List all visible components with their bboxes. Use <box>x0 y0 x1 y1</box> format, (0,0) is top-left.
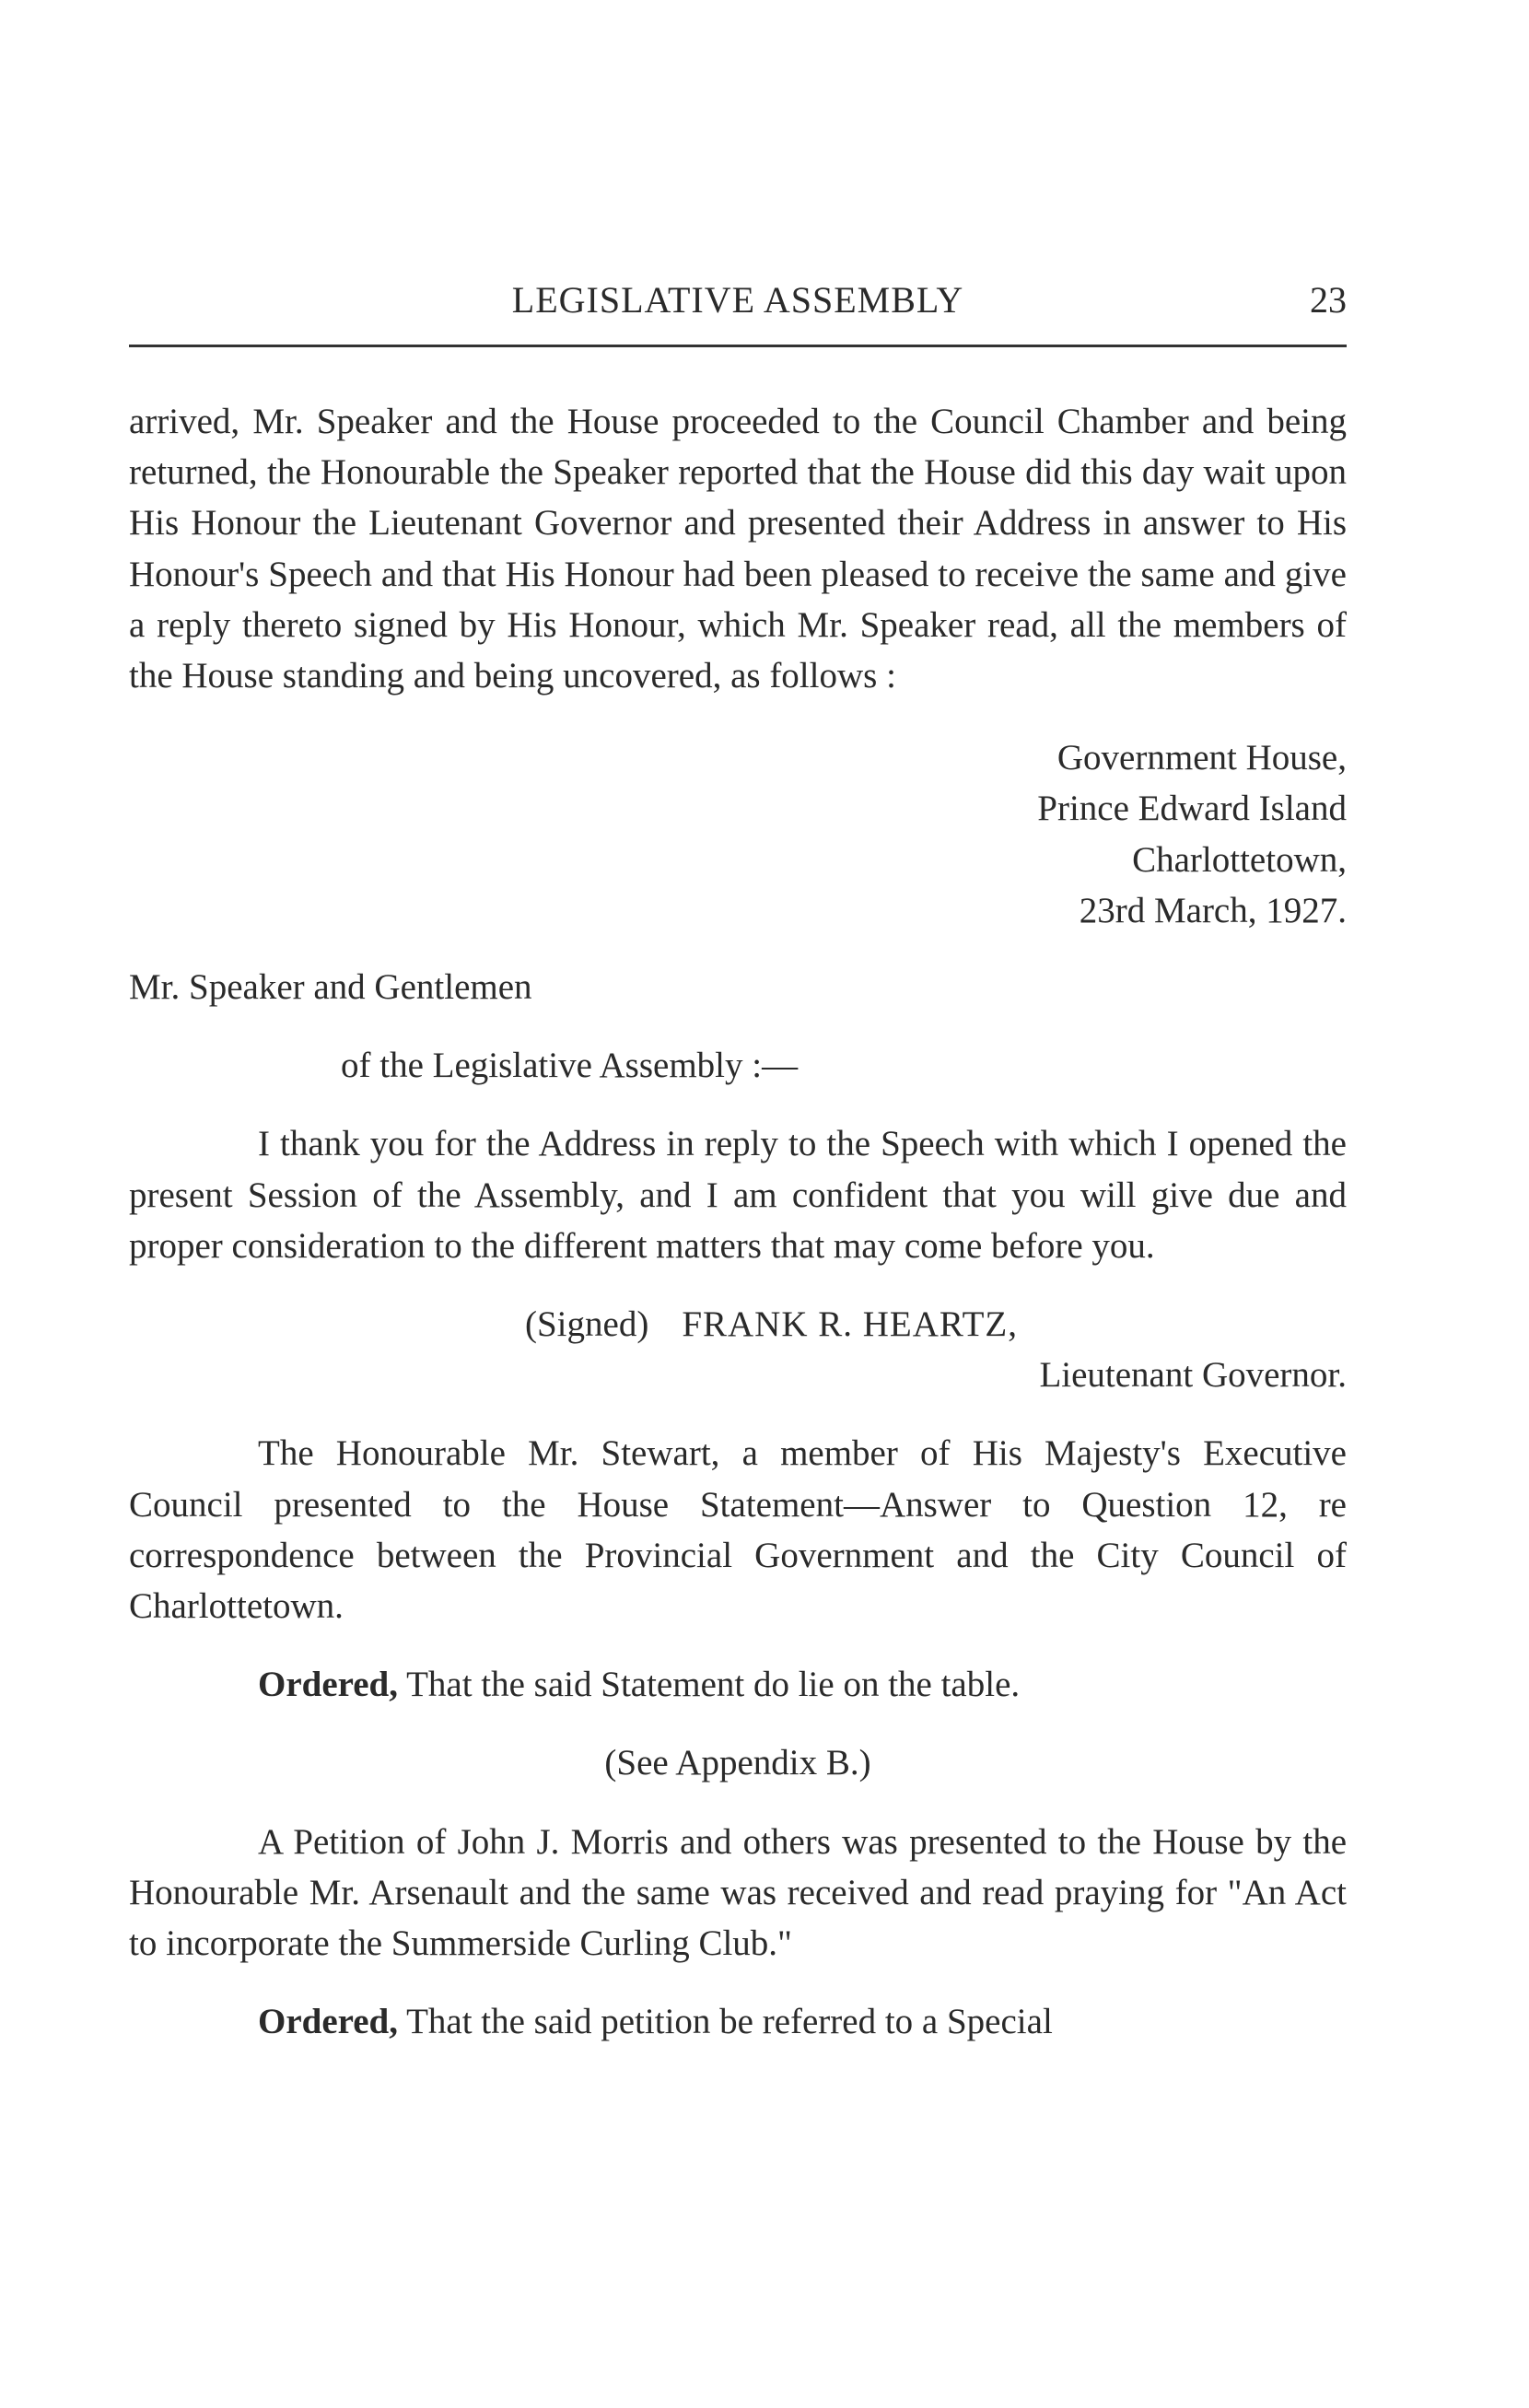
signatory-title: Lieutenant Governor. <box>1039 1355 1347 1396</box>
page-header <box>129 278 1347 333</box>
page-number: 23 <box>1310 279 1347 321</box>
paragraph-petition: A Petition of John J. Morris and others was presented to the House by the Honourable Mr. Arsenault and the same was received and read praying for "An Act to incorporate the Summerside Curling Club." <box>129 1821 1347 1964</box>
signature-line <box>525 1299 1347 1350</box>
ordered-petition <box>129 1996 1347 2047</box>
signatory-name: FRANK R. HEARTZ, <box>682 1304 1018 1345</box>
address-line-3: Charlottetown, <box>1132 839 1347 880</box>
salutation-line-2: of the Legislative Assembly :— <box>341 1046 799 1086</box>
salutation-line-1: Mr. Speaker and Gentlemen <box>129 967 532 1008</box>
ordered-text-1: That the said Statement do lie on the table. <box>406 1665 1021 1705</box>
address-line-4: 23rd March, 1927. <box>1079 890 1347 930</box>
address-line-1: Government House, <box>1056 738 1347 778</box>
running-title: LEGISLATIVE ASSEMBLY <box>511 279 964 321</box>
ordered-statement <box>129 1659 1347 1710</box>
address-line-2: Prince Edward Island <box>1037 789 1347 829</box>
paragraph-arrived: arrived, Mr. Speaker and the House proceeded to the Council Chamber and being returned, the Honourable the Speaker reported that the House did this day wait upon His Honour the Lieutenant Governor and presented their Address in answer to His Honour's Speech and that His Honour had been pleased to receive the same and give a reply thereto signed by His Honour, which Mr. Speaker read, all the members of the House standing and being uncovered, as follows : <box>129 402 1347 696</box>
header-rule <box>129 345 1347 347</box>
ordered-text-2: That the said petition be referred to a Special <box>406 2002 1053 2042</box>
ordered-label-2: Ordered, <box>258 2002 399 2042</box>
page-body <box>129 396 1347 2047</box>
ordered-label: Ordered, <box>258 1665 399 1705</box>
paragraph-stewart: The Honourable Mr. Stewart, a member of His Majesty's Executive Council presented to the House Statement—Answer to Question 12, re correspondence between the Provincial Government and the City Council of Charlottetown. <box>129 1433 1347 1627</box>
paragraph-reply: I thank you for the Address in reply to the Speech with which I opened the present Session of the Assembly, and I am confident that you will give due and proper consideration to the different matters that may come before you. <box>129 1124 1347 1266</box>
signed-label: (Signed) <box>525 1304 649 1345</box>
address-block <box>129 732 1347 936</box>
see-appendix: (See Appendix B.) <box>604 1743 871 1783</box>
